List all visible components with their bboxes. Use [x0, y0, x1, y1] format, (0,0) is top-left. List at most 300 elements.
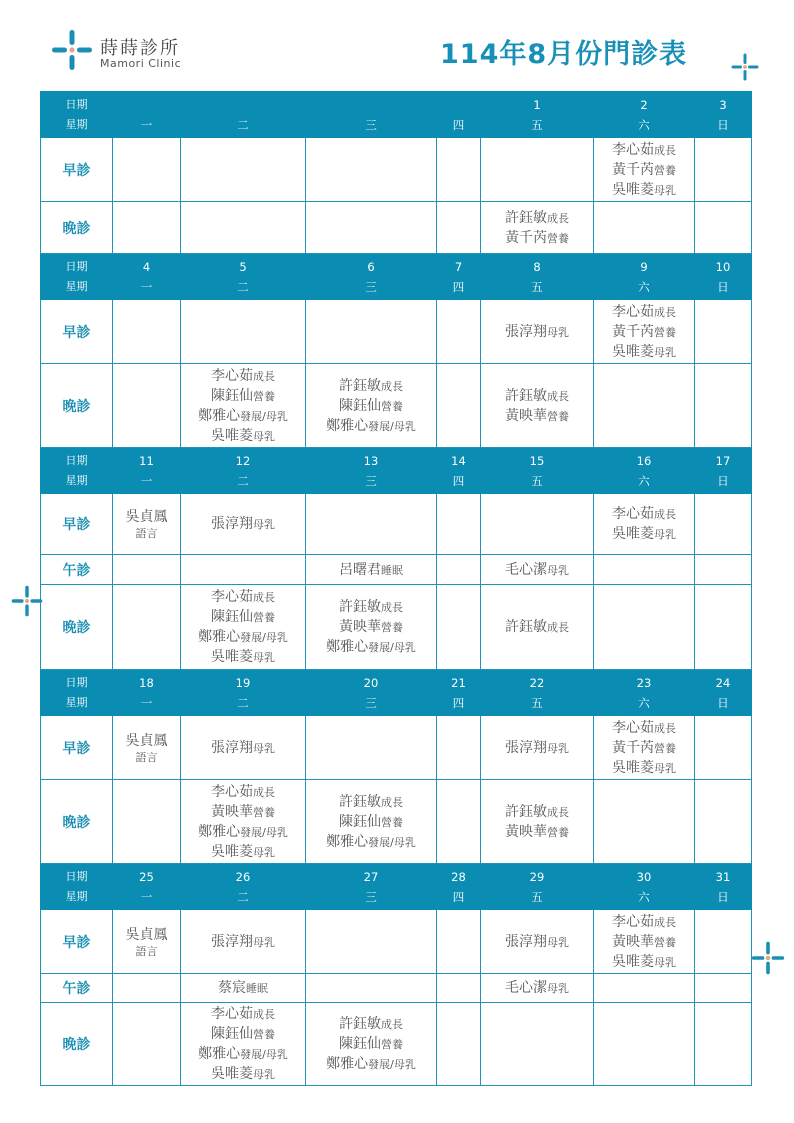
doctor-specialty: 發展/母乳	[240, 825, 288, 839]
day-header-cell	[481, 670, 594, 716]
schedule-cell	[181, 585, 306, 670]
doctor-specialty: 母乳	[654, 761, 676, 775]
day-header-cell	[695, 254, 752, 300]
doctor-entry	[181, 607, 305, 627]
day-header-cell	[695, 92, 752, 138]
day-header-cell	[306, 92, 437, 138]
session-row	[41, 585, 752, 670]
schedule-cell	[695, 585, 752, 670]
doctor-entry	[306, 792, 436, 812]
doctor-specialty: 成長	[654, 305, 676, 319]
date-label: 日期	[65, 259, 88, 273]
date-number: 5	[239, 259, 247, 274]
doctor-specialty: 母乳	[654, 345, 676, 359]
session-label: 早診	[41, 494, 113, 555]
date-number	[113, 95, 180, 115]
doctor-name: 吳唯菱	[612, 759, 654, 776]
doctor-entry	[594, 302, 694, 322]
doctor-specialty: 母乳	[547, 325, 569, 339]
schedule-cell	[113, 364, 181, 448]
date-number: 16	[636, 453, 652, 468]
doctor-name: 黃千芮	[612, 323, 654, 340]
day-header-cell	[113, 670, 181, 716]
doctor-specialty: 成長	[381, 1018, 403, 1031]
date-label: 日期	[65, 97, 88, 111]
schedule-cell	[306, 202, 437, 254]
weekday-name: 三	[365, 117, 377, 132]
doctor-specialty: 母乳	[654, 183, 676, 197]
doctor-name: 黃映華	[612, 933, 654, 950]
doctor-entry	[181, 782, 305, 802]
weekday-name: 五	[531, 695, 543, 710]
doctor-entry	[306, 1014, 436, 1034]
day-header-cell	[181, 92, 306, 138]
doctor-specialty: 成長	[654, 721, 676, 735]
doctor-entry	[594, 160, 694, 180]
doctor-specialty: 營養	[253, 611, 275, 624]
doctor-entry	[181, 366, 305, 386]
session-label: 晚診	[41, 780, 113, 864]
doctor-specialty: 成長	[253, 591, 275, 604]
schedule-cell	[181, 202, 306, 254]
schedule-cell	[481, 780, 594, 864]
schedule-cell	[306, 716, 437, 780]
doctor-entry	[306, 416, 436, 436]
doctor-name: 蔡宸	[218, 980, 246, 996]
doctor-name: 許鈺敏	[505, 619, 547, 635]
weekday-name: 六	[638, 695, 650, 710]
schedule-cell	[594, 494, 695, 555]
clinic-logo	[52, 30, 222, 74]
doctor-entry	[181, 514, 305, 534]
session-row	[41, 1003, 752, 1086]
doctor-name: 鄭雅心	[198, 1046, 241, 1062]
schedule-cell	[437, 138, 481, 202]
schedule-cell	[113, 716, 181, 780]
doctor-entry	[306, 376, 436, 396]
schedule-cell	[481, 716, 594, 780]
doctor-specialty: 母乳	[547, 935, 569, 949]
weekday-name: 二	[237, 695, 249, 710]
weekday-name: 五	[531, 889, 543, 904]
doctor-specialty: 營養	[381, 1038, 403, 1051]
day-header-cell	[481, 92, 594, 138]
doctor-entry	[594, 504, 694, 524]
day-header-cell	[113, 92, 181, 138]
doctor-entry	[481, 406, 593, 426]
day-header-cell	[695, 448, 752, 494]
day-header-cell	[113, 254, 181, 300]
doctor-entry	[181, 587, 305, 607]
schedule-cell	[594, 716, 695, 780]
doctor-specialty: 發展/母乳	[240, 409, 288, 423]
doctor-entry	[481, 978, 593, 998]
weekday-name: 六	[638, 279, 650, 294]
doctor-name: 李心茹	[612, 719, 654, 736]
schedule-cell	[695, 716, 752, 780]
doctor-specialty: 成長	[381, 379, 403, 393]
schedule-cell	[594, 138, 695, 202]
schedule-cell	[113, 910, 181, 974]
doctor-specialty: 成長	[381, 795, 403, 809]
doctor-specialty: 母乳	[253, 935, 275, 949]
doctor-name: 許鈺敏	[505, 387, 547, 404]
doctor-specialty: 成長	[547, 389, 569, 403]
date-number: 30	[636, 869, 652, 884]
schedule-cell	[306, 974, 437, 1003]
schedule-cell	[481, 202, 594, 254]
day-header-cell	[594, 92, 695, 138]
weekday-name: 日	[717, 473, 729, 488]
doctor-entry	[481, 322, 593, 342]
doctor-specialty: 營養	[381, 815, 403, 829]
schedule-cell	[437, 202, 481, 254]
date-number: 28	[451, 869, 466, 884]
schedule-cell	[695, 364, 752, 448]
schedule-cell	[437, 1003, 481, 1086]
doctor-specialty: 營養	[654, 163, 676, 177]
doctor-name: 張淳翔	[505, 323, 547, 340]
schedule-cell	[481, 494, 594, 555]
doctor-specialty: 母乳	[547, 563, 569, 577]
doctor-specialty: 母乳	[654, 528, 676, 541]
doctor-entry	[481, 386, 593, 406]
doctor-specialty: 成長	[381, 601, 403, 614]
schedule-cell	[113, 202, 181, 254]
weekday-name: 六	[638, 473, 650, 488]
schedule-cell	[306, 1003, 437, 1086]
doctor-specialty: 發展/母乳	[368, 1058, 416, 1071]
doctor-specialty: 母乳	[547, 982, 569, 995]
schedule-cell	[481, 974, 594, 1003]
day-header-cell	[181, 864, 306, 910]
session-label: 晚診	[41, 364, 113, 448]
date-label: 日期	[65, 675, 88, 689]
session-label: 晚診	[41, 585, 113, 670]
doctor-name: 吳唯菱	[612, 181, 654, 198]
schedule-cell	[306, 910, 437, 974]
date-number: 14	[451, 453, 466, 468]
schedule-cell	[594, 585, 695, 670]
doctor-name: 許鈺敏	[339, 599, 381, 615]
weekday-name: 日	[717, 889, 729, 904]
schedule-cell	[437, 780, 481, 864]
doctor-name: 黃千芮	[612, 161, 654, 178]
weekday-name: 六	[638, 117, 650, 132]
doctor-name: 吳貞鳳	[125, 732, 168, 749]
schedule-cell	[306, 300, 437, 364]
date-label: 日期	[65, 869, 88, 883]
date-number: 8	[533, 259, 541, 274]
day-header-cell	[437, 864, 481, 910]
doctor-specialty: 營養	[253, 389, 275, 403]
doctor-specialty: 語言	[135, 527, 158, 540]
doctor-name: 許鈺敏	[505, 803, 547, 820]
doctor-name: 鄭雅心	[198, 629, 241, 645]
doctor-name: 張淳翔	[211, 933, 253, 950]
schedule-cell	[481, 1003, 594, 1086]
week-header-row	[41, 670, 752, 716]
weekday-name: 五	[531, 117, 543, 132]
doctor-specialty: 成長	[547, 621, 569, 634]
doctor-name: 李心茹	[211, 367, 253, 384]
date-number: 1	[533, 97, 541, 112]
doctor-name: 毛心潔	[505, 980, 547, 996]
schedule-cell	[594, 300, 695, 364]
date-weekday-label	[41, 92, 113, 138]
session-label: 午診	[41, 555, 113, 585]
doctor-name: 張淳翔	[211, 739, 253, 756]
weekday-name: 六	[638, 889, 650, 904]
session-row	[41, 910, 752, 974]
schedule-cell	[306, 494, 437, 555]
schedule-cell	[481, 364, 594, 448]
doctor-name: 鄭雅心	[198, 823, 241, 840]
doctor-entry	[594, 932, 694, 952]
doctor-entry	[306, 1054, 436, 1074]
session-label: 早診	[41, 138, 113, 202]
doctor-specialty: 營養	[654, 325, 676, 339]
doctor-entry	[113, 507, 180, 541]
schedule-cell	[113, 780, 181, 864]
schedule-cell	[437, 974, 481, 1003]
doctor-name: 李心茹	[211, 589, 253, 605]
day-header-cell	[695, 670, 752, 716]
schedule-cell	[594, 974, 695, 1003]
doctor-specialty: 語言	[135, 944, 158, 958]
weekday-label: 星期	[65, 889, 88, 903]
day-header-cell	[306, 864, 437, 910]
session-label: 午診	[41, 974, 113, 1003]
session-row	[41, 494, 752, 555]
doctor-entry	[594, 180, 694, 200]
day-header-cell	[181, 254, 306, 300]
doctor-name: 黃映華	[505, 823, 547, 840]
doctor-entry	[594, 758, 694, 778]
schedule-cell	[181, 974, 306, 1003]
doctor-name: 陳鈺仙	[339, 813, 381, 830]
date-number: 18	[139, 675, 154, 690]
day-header-cell	[594, 448, 695, 494]
date-number: 31	[715, 869, 731, 884]
weekday-name: 二	[237, 117, 249, 132]
week-header-row	[41, 864, 752, 910]
schedule-cell	[695, 1003, 752, 1086]
weekday-name: 一	[140, 279, 153, 294]
doctor-entry	[594, 912, 694, 932]
day-header-cell	[306, 254, 437, 300]
doctor-specialty: 成長	[654, 143, 676, 157]
date-number: 13	[363, 453, 379, 468]
doctor-entry	[481, 822, 593, 842]
doctor-specialty: 母乳	[253, 429, 275, 443]
doctor-entry	[181, 627, 305, 647]
schedule-cell	[306, 780, 437, 864]
weekday-name: 二	[237, 889, 249, 904]
schedule-cell	[181, 364, 306, 448]
schedule-cell	[306, 585, 437, 670]
doctor-specialty: 母乳	[253, 651, 275, 664]
doctor-specialty: 營養	[547, 825, 569, 839]
doctor-specialty: 營養	[547, 409, 569, 423]
day-header-cell	[695, 864, 752, 910]
doctor-name: 陳鈺仙	[339, 1036, 381, 1052]
week-header-row	[41, 254, 752, 300]
clinic-schedule-table	[40, 91, 752, 1086]
schedule-cell	[695, 138, 752, 202]
doctor-name: 黃千芮	[612, 739, 654, 756]
doctor-specialty: 語言	[135, 750, 158, 764]
weekday-name: 日	[717, 279, 729, 294]
schedule-cell	[481, 555, 594, 585]
page-title: 114年8月份門診表	[440, 39, 688, 70]
schedule-cell	[695, 555, 752, 585]
doctor-entry	[481, 560, 593, 580]
schedule-cell	[695, 494, 752, 555]
doctor-name: 吳唯菱	[211, 843, 253, 860]
doctor-name: 鄭雅心	[326, 1056, 369, 1072]
session-row	[41, 716, 752, 780]
weekday-label: 星期	[65, 117, 88, 131]
doctor-entry	[594, 140, 694, 160]
doctor-entry	[481, 738, 593, 758]
doctor-entry	[306, 1034, 436, 1054]
date-number: 26	[235, 869, 251, 884]
date-number: 21	[451, 675, 466, 690]
date-number	[181, 95, 305, 115]
doctor-name: 許鈺敏	[339, 377, 381, 394]
date-weekday-label	[41, 448, 113, 494]
doctor-name: 陳鈺仙	[211, 609, 253, 625]
schedule-cell	[306, 138, 437, 202]
doctor-entry	[306, 597, 436, 617]
doctor-name: 李心茹	[211, 1006, 253, 1022]
weekday-label: 星期	[65, 473, 88, 487]
doctor-entry	[306, 617, 436, 637]
schedule-cell	[437, 364, 481, 448]
doctor-entry	[181, 1024, 305, 1044]
doctor-entry	[113, 731, 180, 765]
doctor-name: 吳唯菱	[612, 343, 654, 360]
doctor-entry	[181, 738, 305, 758]
doctor-specialty: 成長	[654, 915, 676, 929]
schedule-cell	[695, 910, 752, 974]
session-row	[41, 555, 752, 585]
schedule-cell	[437, 716, 481, 780]
sparkle-decoration-icon	[10, 584, 44, 618]
schedule-cell	[181, 300, 306, 364]
clinic-english-name: Mamori Clinic	[100, 57, 182, 70]
schedule-cell	[437, 585, 481, 670]
schedule-cell	[437, 555, 481, 585]
sparkle-decoration-icon	[750, 940, 786, 976]
doctor-name: 毛心潔	[505, 561, 547, 578]
doctor-specialty: 母乳	[253, 845, 275, 859]
doctor-specialty: 母乳	[253, 1068, 275, 1081]
flower-logo-icon	[52, 30, 92, 70]
weekday-name: 三	[365, 889, 377, 904]
schedule-cell	[481, 300, 594, 364]
doctor-name: 鄭雅心	[198, 407, 241, 424]
session-label: 早診	[41, 716, 113, 780]
doctor-entry	[594, 524, 694, 544]
schedule-cell	[181, 138, 306, 202]
weekday-name: 三	[365, 695, 377, 710]
weekday-label: 星期	[65, 279, 88, 293]
schedule-cell	[594, 910, 695, 974]
date-number: 22	[529, 675, 545, 690]
doctor-specialty: 成長	[253, 785, 275, 799]
date-number: 17	[715, 453, 731, 468]
doctor-name: 李心茹	[612, 506, 654, 522]
doctor-specialty: 營養	[654, 935, 676, 949]
doctor-entry	[306, 560, 436, 580]
day-header-cell	[437, 670, 481, 716]
schedule-cell	[113, 138, 181, 202]
doctor-specialty: 成長	[253, 1008, 275, 1021]
schedule-cell	[113, 494, 181, 555]
doctor-name: 黃映華	[505, 407, 547, 424]
doctor-entry	[481, 802, 593, 822]
weekday-label: 星期	[65, 695, 88, 709]
doctor-name: 陳鈺仙	[211, 1026, 253, 1042]
doctor-specialty: 營養	[381, 621, 403, 634]
date-number: 11	[139, 453, 154, 468]
date-weekday-label	[41, 254, 113, 300]
schedule-cell	[181, 910, 306, 974]
weekday-name: 四	[452, 473, 465, 488]
doctor-name: 陳鈺仙	[339, 397, 381, 414]
schedule-cell	[113, 555, 181, 585]
date-number	[437, 95, 480, 115]
date-number: 10	[715, 259, 731, 274]
doctor-name: 黃千芮	[505, 229, 547, 246]
doctor-name: 張淳翔	[211, 516, 253, 532]
schedule-cell	[437, 300, 481, 364]
schedule-cell	[594, 780, 695, 864]
session-label: 晚診	[41, 1003, 113, 1086]
weekday-name: 一	[140, 889, 153, 904]
weekday-name: 二	[237, 279, 249, 294]
doctor-name: 張淳翔	[505, 933, 547, 950]
weekday-name: 一	[140, 695, 153, 710]
doctor-entry	[481, 208, 593, 228]
doctor-entry	[594, 322, 694, 342]
doctor-name: 李心茹	[612, 303, 654, 320]
schedule-cell	[181, 555, 306, 585]
schedule-cell	[481, 585, 594, 670]
doctor-specialty: 母乳	[547, 741, 569, 755]
date-number: 25	[139, 869, 154, 884]
day-header-cell	[481, 254, 594, 300]
schedule-cell	[306, 555, 437, 585]
week-header-row	[41, 92, 752, 138]
doctor-entry	[306, 396, 436, 416]
doctor-name: 許鈺敏	[339, 1016, 381, 1032]
session-row	[41, 780, 752, 864]
date-number: 27	[363, 869, 379, 884]
day-header-cell	[306, 448, 437, 494]
session-row	[41, 974, 752, 1003]
doctor-name: 鄭雅心	[326, 639, 369, 655]
schedule-cell	[594, 1003, 695, 1086]
day-header-cell	[481, 864, 594, 910]
doctor-entry	[181, 647, 305, 667]
date-weekday-label	[41, 864, 113, 910]
doctor-specialty: 成長	[253, 369, 275, 383]
date-number: 9	[640, 259, 648, 274]
doctor-entry	[306, 812, 436, 832]
